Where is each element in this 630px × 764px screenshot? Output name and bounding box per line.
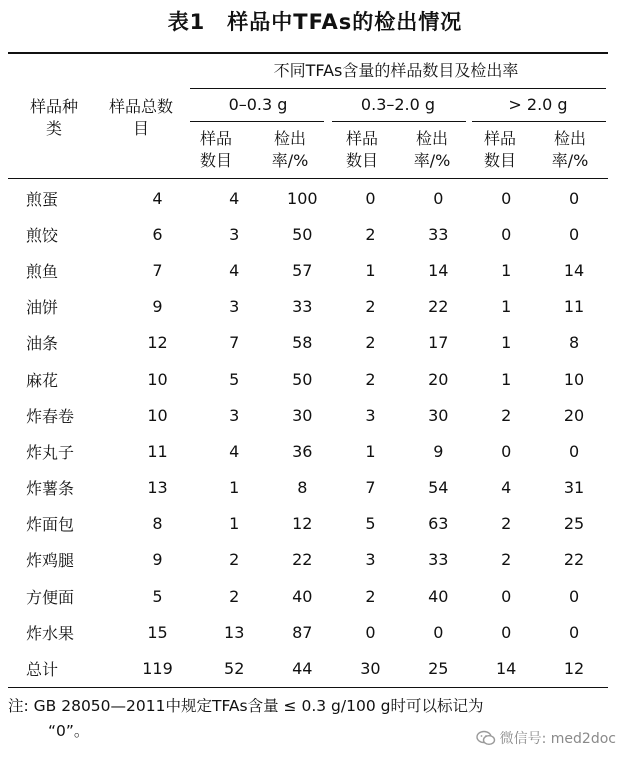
cell-count-gt-2.0: 1: [501, 333, 512, 353]
cell-count-0-0.3: 52: [224, 659, 245, 679]
cell-count-gt-2.0: 1: [501, 297, 512, 317]
cell-count-gt-2.0: 0: [501, 622, 512, 642]
row-total: 10: [147, 369, 168, 389]
table-row: [8, 252, 608, 288]
cell-count-gt-2.0: 1: [501, 260, 512, 280]
cell-rate-0.3-2.0: 20: [428, 369, 449, 389]
table-row: [8, 289, 608, 325]
row-total: 13: [147, 478, 168, 498]
row-total: 10: [147, 405, 168, 425]
cell-rate-0-0.3: 30: [292, 405, 313, 425]
cell-count-0-0.3: 4: [229, 441, 240, 461]
cell-rate-0-0.3: 100: [287, 188, 318, 208]
cell-count-0-0.3: 4: [229, 260, 240, 280]
cell-rate-0.3-2.0: 0: [433, 188, 444, 208]
sub-rate-2: [404, 128, 460, 172]
cell-rate-gt-2.0: 20: [563, 405, 585, 425]
cell-count-gt-2.0: 0: [501, 224, 512, 244]
cell-rate-0.3-2.0: 17: [428, 333, 449, 353]
cell-rate-0.3-2.0: 33: [428, 550, 449, 570]
cell-rate-0.3-2.0: 22: [428, 297, 449, 317]
row-category: 炸薯条: [26, 479, 75, 499]
range-rule-3: [472, 121, 606, 122]
table-row: [8, 506, 608, 542]
range-rule-2: [332, 121, 466, 122]
row-category: 炸丸子: [26, 442, 75, 462]
cell-rate-0-0.3: 40: [292, 586, 313, 606]
note-line-2: “0”。: [48, 722, 90, 740]
cell-rate-gt-2.0: 31: [563, 478, 585, 498]
row-category: 炸水果: [26, 623, 75, 643]
cell-count-0.3-2.0: 5: [365, 514, 376, 534]
cell-count-0.3-2.0: 2: [365, 297, 376, 317]
cell-rate-0-0.3: 50: [292, 224, 313, 244]
table-row: [8, 361, 608, 397]
row-category: 炸面包: [26, 515, 75, 535]
cell-rate-gt-2.0: 0: [568, 441, 580, 461]
watermark-text: 微信号: med2doc: [499, 731, 616, 747]
cell-count-gt-2.0: 0: [501, 586, 512, 606]
cell-rate-0-0.3: 12: [292, 514, 313, 534]
cell-rate-0.3-2.0: 25: [428, 659, 449, 679]
top-rule: [8, 52, 608, 54]
sub-rate-1: [262, 128, 318, 172]
row-category: 总计: [26, 660, 59, 680]
cell-rate-0-0.3: 8: [297, 478, 308, 498]
table-row: [8, 650, 608, 686]
header-total-text: 样品总数目: [108, 97, 173, 138]
cell-count-gt-2.0: 2: [501, 550, 512, 570]
cell-rate-0.3-2.0: 9: [433, 441, 444, 461]
table-row: [8, 578, 608, 614]
header-category-text: 样品种类: [29, 97, 78, 138]
cell-rate-0-0.3: 87: [292, 622, 313, 642]
sub-count-1-text: 样品数目: [199, 129, 232, 170]
sub-count-1: [196, 128, 236, 172]
header-rule: [8, 178, 608, 179]
cell-rate-0-0.3: 50: [292, 369, 313, 389]
cell-count-0-0.3: 1: [229, 478, 240, 498]
table-row: [8, 216, 608, 252]
row-category: 煎鱼: [26, 261, 59, 281]
row-total: 4: [152, 188, 163, 208]
row-total: 6: [152, 224, 163, 244]
row-total: 11: [147, 441, 168, 461]
cell-rate-0-0.3: 33: [292, 297, 313, 317]
watermark: [476, 728, 616, 748]
table-row: [8, 397, 608, 433]
sub-count-2: [342, 128, 382, 172]
cell-rate-0.3-2.0: 0: [433, 622, 444, 642]
sub-rate-3: [542, 128, 598, 172]
header-category: [28, 96, 80, 140]
cell-rate-gt-2.0: 22: [563, 550, 585, 570]
cell-count-0.3-2.0: 2: [365, 369, 376, 389]
cell-rate-0-0.3: 36: [292, 441, 313, 461]
sub-count-3-text: 样品数目: [483, 129, 516, 170]
table-row: [8, 180, 608, 216]
row-total: 8: [152, 514, 163, 534]
row-total: 15: [147, 622, 168, 642]
cell-rate-0.3-2.0: 14: [428, 260, 449, 280]
table-row: [8, 542, 608, 578]
table-row: [8, 325, 608, 361]
cell-count-0.3-2.0: 2: [365, 333, 376, 353]
table-row: [8, 470, 608, 506]
cell-rate-0.3-2.0: 54: [428, 478, 449, 498]
cell-count-gt-2.0: 0: [501, 188, 512, 208]
cell-count-0.3-2.0: 1: [365, 441, 376, 461]
row-category: 油条: [26, 334, 59, 354]
cell-count-0.3-2.0: 0: [365, 188, 376, 208]
row-category: 麻花: [26, 370, 59, 390]
row-category: 煎饺: [26, 225, 59, 245]
row-category: 炸春卷: [26, 406, 75, 426]
header-range-1: 0–0.3 g: [228, 95, 288, 114]
cell-count-0-0.3: 3: [229, 224, 240, 244]
cell-count-0.3-2.0: 7: [365, 478, 376, 498]
cell-rate-gt-2.0: 8: [568, 333, 580, 353]
row-category: 煎蛋: [26, 189, 59, 209]
cell-rate-0-0.3: 57: [292, 260, 313, 280]
cell-count-0-0.3: 1: [229, 514, 240, 534]
row-total: 7: [152, 260, 163, 280]
cell-count-gt-2.0: 2: [501, 405, 512, 425]
cell-rate-gt-2.0: 0: [568, 188, 580, 208]
cell-count-gt-2.0: 1: [501, 369, 512, 389]
cell-rate-gt-2.0: 0: [568, 622, 580, 642]
cell-count-0-0.3: 13: [224, 622, 245, 642]
cell-rate-0-0.3: 22: [292, 550, 313, 570]
cell-count-0-0.3: 7: [229, 333, 240, 353]
cell-count-0-0.3: 4: [229, 188, 240, 208]
cell-rate-0.3-2.0: 40: [428, 586, 449, 606]
row-total: 9: [152, 550, 163, 570]
cell-count-0-0.3: 2: [229, 550, 240, 570]
row-category: 炸鸡腿: [26, 551, 75, 571]
sub-rate-2-text: 检出率/%: [413, 129, 451, 170]
cell-rate-0.3-2.0: 63: [428, 514, 449, 534]
table-title: 表1 样品中TFAs的检出情况: [167, 10, 463, 34]
wechat-icon: [476, 730, 496, 746]
cell-rate-gt-2.0: 0: [568, 586, 580, 606]
cell-rate-gt-2.0: 14: [563, 260, 585, 280]
header-total: [108, 96, 174, 140]
note-line-1: 注: GB 28050—2011中规定TFAs含量 ≤ 0.3 g/100 g时可以标记为: [8, 697, 484, 715]
sub-rate-3-text: 检出率/%: [551, 129, 589, 170]
row-category: 方便面: [26, 587, 75, 607]
cell-count-0.3-2.0: 2: [365, 224, 376, 244]
cell-count-gt-2.0: 14: [495, 659, 517, 679]
cell-rate-gt-2.0: 11: [563, 297, 585, 317]
sub-count-3: [480, 128, 520, 172]
cell-count-0.3-2.0: 2: [365, 586, 376, 606]
row-total: 12: [147, 333, 168, 353]
cell-rate-0-0.3: 58: [292, 333, 313, 353]
cell-rate-0.3-2.0: 33: [428, 224, 449, 244]
cell-count-0.3-2.0: 1: [365, 260, 376, 280]
row-total: 9: [152, 297, 163, 317]
row-total: 119: [142, 659, 173, 679]
cell-rate-0-0.3: 44: [292, 659, 313, 679]
cell-rate-gt-2.0: 0: [568, 224, 580, 244]
table-row: [8, 433, 608, 469]
sub-count-2-text: 样品数目: [345, 129, 378, 170]
table-row: [8, 614, 608, 650]
cell-count-0.3-2.0: 3: [365, 405, 376, 425]
range-rule-1: [190, 121, 324, 122]
cell-count-0.3-2.0: 3: [365, 550, 376, 570]
bottom-rule: [8, 687, 608, 688]
cell-count-0.3-2.0: 30: [360, 659, 381, 679]
cell-rate-0.3-2.0: 30: [428, 405, 449, 425]
cell-count-gt-2.0: 4: [501, 478, 512, 498]
cell-rate-gt-2.0: 10: [563, 369, 585, 389]
cell-count-0-0.3: 5: [229, 369, 240, 389]
sub-rate-1-text: 检出率/%: [271, 129, 309, 170]
cell-count-0-0.3: 2: [229, 586, 240, 606]
cell-rate-gt-2.0: 25: [563, 514, 585, 534]
header-range-3: > 2.0 g: [508, 95, 568, 114]
data-table: [8, 180, 608, 687]
cell-count-gt-2.0: 0: [501, 441, 512, 461]
cell-count-0.3-2.0: 0: [365, 622, 376, 642]
cell-count-gt-2.0: 2: [501, 514, 512, 534]
row-total: 5: [152, 586, 163, 606]
cell-count-0-0.3: 3: [229, 297, 240, 317]
cell-count-0-0.3: 3: [229, 405, 240, 425]
header-range-2: 0.3–2.0 g: [360, 95, 436, 114]
header-group-title: 不同TFAs含量的样品数目及检出率: [273, 61, 519, 80]
group-rule: [190, 88, 606, 89]
cell-rate-gt-2.0: 12: [563, 659, 585, 679]
row-category: 油饼: [26, 298, 59, 318]
